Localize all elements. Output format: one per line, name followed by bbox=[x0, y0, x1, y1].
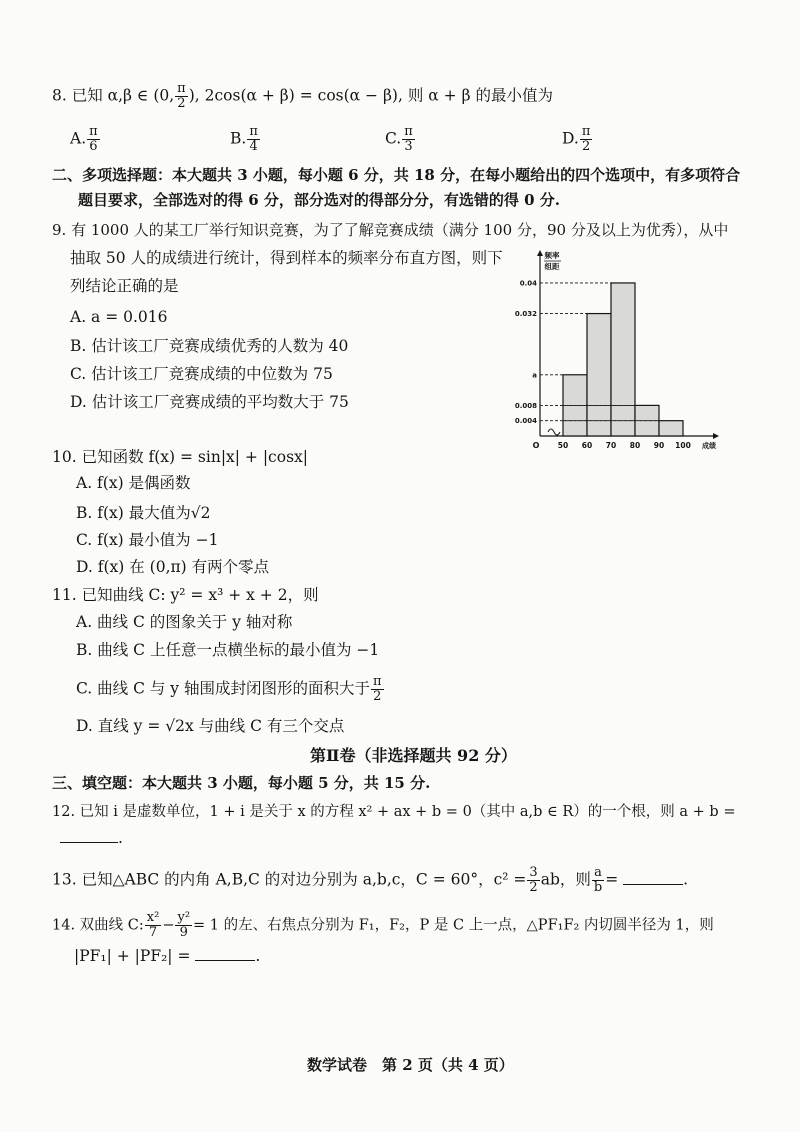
x-tick-label: 100 bbox=[675, 441, 691, 450]
q14-blank[interactable] bbox=[195, 946, 255, 961]
q13-blank[interactable] bbox=[623, 870, 683, 885]
y-tick-label: 0.032 bbox=[514, 310, 537, 319]
q10-option-d[interactable]: D. f(x) 在 (0,π) 有两个零点 bbox=[76, 558, 270, 576]
section2-line1: 二、多项选择题：本大题共 3 小题，每小题 6 分，共 18 分，在每小题给出的四个选项中，有多项符合 bbox=[52, 166, 741, 184]
q8-stem-pre: 8. 已知 α,β ∈ (0, bbox=[52, 86, 175, 105]
y-tick-label: a bbox=[532, 371, 537, 380]
q9-line1: 9. 有 1000 人的某工厂举行知识竞赛，为了了解竞赛成绩（满分 100 分，90 分及以上为优秀），从中 bbox=[52, 221, 729, 239]
y-tick-label: 0.004 bbox=[514, 417, 537, 426]
section3-header: 三、填空题：本大题共 3 小题，每小题 5 分，共 15 分. bbox=[52, 774, 431, 792]
q8-option-c[interactable]: C. $\frac{\pi}{3}$ bbox=[385, 124, 413, 154]
y-axis-arrow bbox=[537, 250, 543, 256]
q8-pi-half-fraction: $\frac{\pi}{2}$ bbox=[177, 81, 186, 111]
histogram-svg bbox=[515, 248, 720, 463]
q10-option-c[interactable]: C. f(x) 最小值为 −1 bbox=[76, 531, 219, 549]
x-tick-label: 80 bbox=[629, 441, 641, 450]
q9-option-c[interactable]: C. 估计该工厂竞赛成绩的中位数为 75 bbox=[70, 365, 333, 383]
q12-blank[interactable] bbox=[60, 828, 118, 843]
y-label-bottom: 组距 bbox=[544, 262, 560, 271]
q9-option-b[interactable]: B. 估计该工厂竞赛成绩优秀的人数为 40 bbox=[70, 337, 349, 355]
y-tick-label: 0.008 bbox=[514, 401, 537, 410]
q9-option-a[interactable]: A. a = 0.016 bbox=[70, 308, 168, 326]
q14-line2: |PF₁| + |PF₂| = . bbox=[74, 947, 261, 965]
axis-break-mark bbox=[548, 429, 560, 435]
q13-stem: 13. 已知△ABC 的内角 A,B,C 的对边分别为 a,b,c，C = 60°，c² = $\frac{3}{2}$ ab，则 $\frac{a}{b}$ = . bbox=[52, 865, 689, 895]
x-tick-label: 90 bbox=[653, 441, 665, 450]
q11-option-c[interactable]: C. 曲线 C 与 y 轴围成封闭图形的面积大于 $\frac{\pi}{2}$ bbox=[76, 674, 382, 704]
q12-answer-line[interactable]: . bbox=[60, 828, 123, 848]
origin-label: O bbox=[532, 441, 540, 450]
section2-line2: 题目要求，全部选对的得 6 分，部分选对的得部分分，有选错的得 0 分. bbox=[78, 191, 560, 209]
x-tick-label: 60 bbox=[581, 441, 593, 450]
q10-option-b[interactable]: B. f(x) 最大值为√2 bbox=[76, 504, 211, 522]
histogram-bar bbox=[587, 314, 611, 436]
q8-option-a[interactable]: A. $\frac{\pi}{6}$ bbox=[70, 124, 98, 154]
page-footer: 数学试卷 第 2 页（共 4 页） bbox=[307, 1056, 514, 1074]
q8-option-d[interactable]: D. $\frac{\pi}{2}$ bbox=[562, 124, 591, 154]
q8-stem-post: ), 2cos(α + β) = cos(α − β), 则 α + β 的最小值为 bbox=[188, 86, 553, 105]
q14-stem: 14. 双曲线 C: $\frac{\text{x²}}{7}$ − $\frac{\text{y²}}{9}$ = 1 的左、右焦点分别为 F₁，F₂，P 是 C 上一点，△PF₁F₂ 内切圆半径为 1，则 bbox=[52, 910, 714, 940]
q11-pi-half-fraction: $\frac{\pi}{2}$ bbox=[373, 674, 382, 704]
q11-option-d[interactable]: D. 直线 y = √2x 与曲线 C 有三个交点 bbox=[76, 717, 345, 735]
q8-option-b[interactable]: B. $\frac{\pi}{4}$ bbox=[230, 124, 258, 154]
x-tick-label: 50 bbox=[557, 441, 569, 450]
y-tick-label: 0.04 bbox=[519, 279, 537, 288]
histogram-bar bbox=[659, 421, 683, 436]
q11-option-a[interactable]: A. 曲线 C 的图象关于 y 轴对称 bbox=[76, 613, 293, 631]
q8-stem bbox=[52, 82, 553, 111]
q10-stem: 10. 已知函数 f(x) = sin|x| + |cosx| bbox=[52, 448, 308, 466]
q11-stem: 11. 已知曲线 C: y² = x³ + x + 2，则 bbox=[52, 586, 319, 604]
x-tick-label: 70 bbox=[605, 441, 617, 450]
frequency-histogram bbox=[515, 248, 720, 463]
q9-line2: 抽取 50 人的成绩进行统计，得到样本的频率分布直方图，则下 bbox=[70, 249, 503, 267]
y-label-top: 频率 bbox=[544, 251, 560, 260]
x-axis-label: 成绩 bbox=[702, 442, 716, 450]
x-axis-arrow bbox=[713, 433, 719, 439]
q9-option-d[interactable]: D. 估计该工厂竞赛成绩的平均数大于 75 bbox=[70, 393, 349, 411]
q11-option-b[interactable]: B. 曲线 C 上任意一点横坐标的最小值为 −1 bbox=[76, 641, 380, 659]
q9-line3: 列结论正确的是 bbox=[70, 277, 179, 295]
part2-title: 第Ⅱ卷（非选择题共 92 分） bbox=[310, 746, 517, 765]
q12-line1: 12. 已知 i 是虚数单位，1 + i 是关于 x 的方程 x² + ax + b = 0（其中 a,b ∈ R）的一个根，则 a + b = bbox=[52, 804, 736, 820]
histogram-bar bbox=[611, 283, 635, 436]
q10-option-a[interactable]: A. f(x) 是偶函数 bbox=[76, 474, 191, 492]
